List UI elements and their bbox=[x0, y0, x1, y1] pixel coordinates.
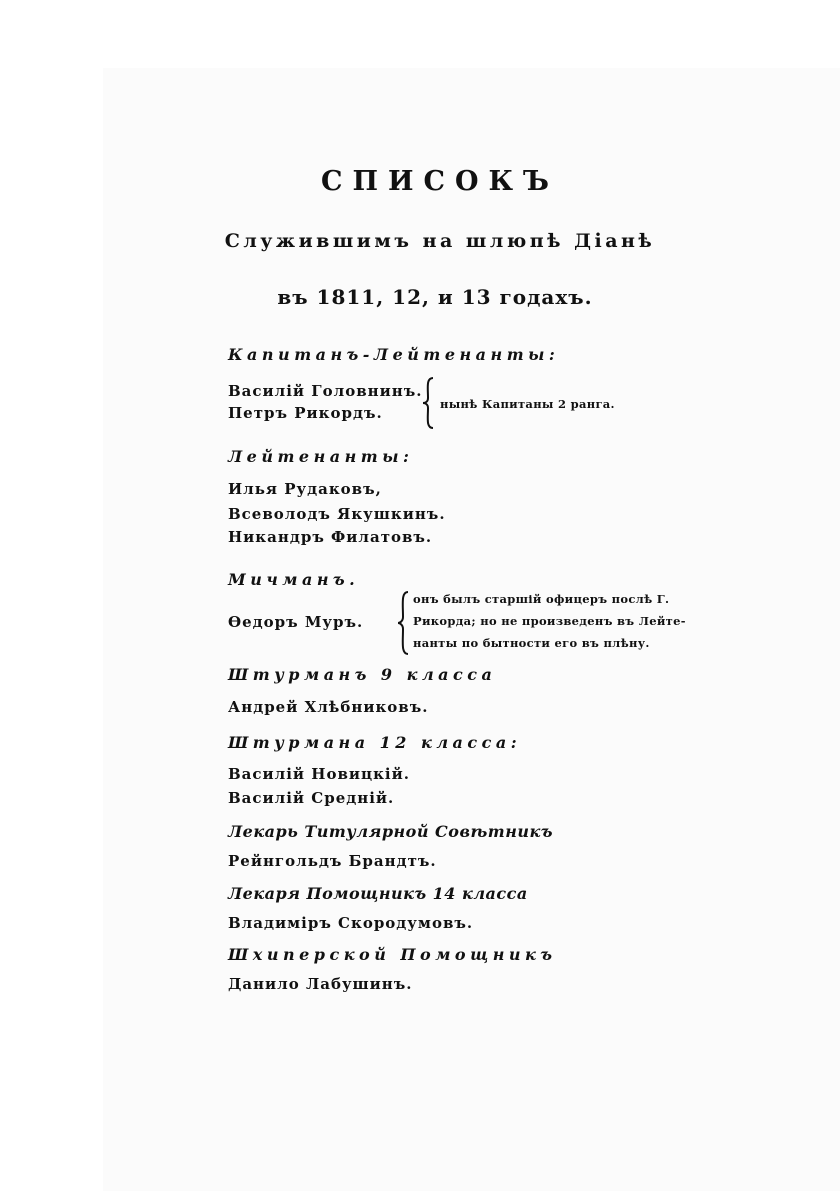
name-entry: Өедоръ Муръ. bbox=[228, 613, 364, 631]
name-entry: Андрей Хлѣбниковъ. bbox=[228, 698, 429, 716]
section-heading-navigators-12: Штурмана 12 класса: bbox=[228, 733, 522, 752]
document-subtitle: Служившимъ на шлюпѣ Діанѣ bbox=[224, 230, 656, 252]
document-years: въ 1811, 12, и 13 годахъ. bbox=[277, 285, 593, 309]
section-heading-midshipman: Мичманъ. bbox=[228, 570, 360, 589]
midshipman-note-line: Рикорда; но не произведенъ въ Лейте- bbox=[413, 614, 686, 628]
name-entry: Василій Средній. bbox=[228, 789, 395, 807]
brace-icon bbox=[396, 590, 412, 656]
name-entry: Петръ Рикордъ. bbox=[228, 404, 383, 422]
section-heading-doctor-assistant: Лекаря Помощникъ 14 класса bbox=[228, 884, 528, 903]
section-heading-captain-lieutenants: Капитанъ-Лейтенанты: bbox=[228, 345, 560, 364]
name-entry: Василій Новицкій. bbox=[228, 765, 410, 783]
name-entry: Данило Лабушинъ. bbox=[228, 975, 413, 993]
name-entry: Рейнгольдъ Брандтъ. bbox=[228, 852, 437, 870]
section-heading-skipper-assistant: Шхиперской Помощникъ bbox=[228, 945, 557, 964]
section-heading-navigator-9: Штурманъ 9 класса bbox=[228, 665, 497, 684]
name-entry: Василій Головнинъ. bbox=[228, 382, 423, 400]
brace-icon bbox=[421, 376, 437, 430]
section-heading-lieutenants: Лейтенанты: bbox=[228, 447, 414, 466]
midshipman-note-line: онъ былъ старшій офицеръ послѣ Г. bbox=[413, 592, 670, 606]
name-entry: Всеволодъ Якушкинъ. bbox=[228, 505, 446, 523]
section-heading-doctor: Лекарь Титулярной Совѣтникъ bbox=[228, 822, 553, 841]
name-entry: Владиміръ Скородумовъ. bbox=[228, 914, 474, 932]
name-entry: Никандръ Филатовъ. bbox=[228, 528, 433, 546]
rank-note: нынѣ Капитаны 2 ранга. bbox=[440, 397, 615, 411]
name-entry: Илья Рудаковъ, bbox=[228, 480, 382, 498]
midshipman-note-line: нанты по бытности его въ плѣну. bbox=[413, 636, 650, 650]
document-title: СПИСОКЪ bbox=[321, 166, 559, 197]
